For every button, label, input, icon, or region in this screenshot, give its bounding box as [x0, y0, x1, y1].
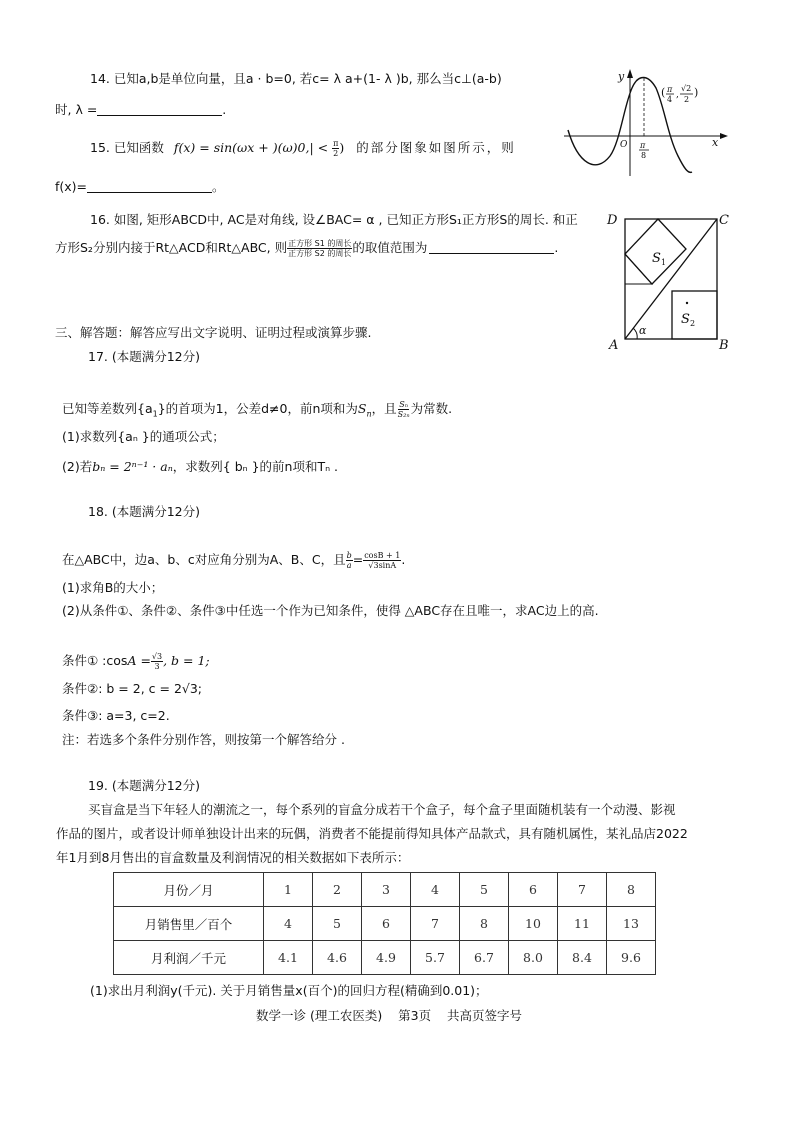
q18-cond1-eq: = [136, 653, 151, 668]
table-cell: 11 [558, 907, 607, 941]
table-cell: 8.4 [558, 941, 607, 975]
table-cell: 4.6 [313, 941, 362, 975]
q18-cond1-a: A [127, 653, 137, 668]
table-cell: 5 [460, 873, 509, 907]
q16-answer-blank[interactable] [429, 241, 554, 254]
label-s1-sub: 1 [661, 258, 667, 267]
label-alpha: α [639, 324, 647, 337]
q16-end: . [554, 240, 559, 255]
table-row-label: 月销售里／百个 [114, 907, 264, 941]
q15-close: ) [339, 140, 345, 155]
q16-line1: 16. 如图, 矩形ABCD中, AC是对角线, 设∠BAC= α , 已知正方形S₁正方形S的周长. 和正 [90, 212, 578, 227]
q16-line2 [55, 238, 558, 258]
q18-f1-num: b [346, 551, 352, 560]
q18-cond1 [62, 651, 210, 671]
table-row [114, 941, 656, 975]
q18-part1: (1)求角B的大小； [62, 580, 164, 595]
label-s2: S [681, 312, 690, 327]
q18-stem-prefix: 在△ABC中，边a、b、c对应角分别为A、B、C，且 [62, 552, 346, 567]
table-row-label: 月利润／千元 [114, 941, 264, 975]
q18-cond1-frac [151, 652, 163, 671]
q18-f1-den: a [346, 561, 352, 570]
q18-part2: (2)从条件①、条件②、条件③中任选一个作为已知条件，使得 △ABC存在且唯一，求AC边上的高. [62, 603, 599, 618]
label-b: B [719, 338, 729, 350]
q18-cond1-den: 3 [154, 662, 160, 671]
q18-f2-num: cosB + 1 [364, 551, 401, 560]
table-cell: 6 [362, 907, 411, 941]
table-cell: 1 [264, 873, 313, 907]
q17-sn-sub: n [366, 409, 372, 419]
sales-table-body [114, 873, 656, 975]
q17-stem-mid2: ，且 [371, 401, 397, 416]
q17-stem-suffix: 为常数. [410, 401, 453, 416]
q14-line1: 14. 已知a,b是单位向量，且a · b=0, 若c= λ a+(1- λ )b, 那么当c⊥(a-b) [90, 71, 502, 86]
graph-point-comma: , [676, 90, 679, 100]
q18-f2-den: √3sinA [368, 561, 397, 570]
table-cell: 7 [411, 907, 460, 941]
graph-x-arrow [720, 133, 728, 139]
s2-center-dot [686, 302, 688, 304]
graph-point-y-num: √2 [681, 84, 692, 93]
table-cell: 8 [607, 873, 656, 907]
q17-stem-mid: }的首项为1，公差d≠0，前n项和为 [157, 401, 358, 416]
table-cell: 10 [509, 907, 558, 941]
alpha-arc [633, 328, 637, 339]
page-footer: 数学一诊 (理工农医类) 第3页 共高页签字号 [256, 1008, 522, 1023]
section3-heading: 三、解答题：解答应写出文字说明、证明过程或演算步骤. [55, 325, 372, 340]
q18-cond2: 条件②: b = 2, c = 2√3; [62, 681, 203, 696]
q17-stem-prefix: 已知等差数列{a [62, 401, 153, 416]
table-row [114, 907, 656, 941]
q15-line2-prefix: f(x)= [55, 179, 88, 194]
q17-frac-num: Sₙ [399, 400, 408, 409]
graph-point-x-den: 4 [667, 95, 673, 104]
label-c: C [719, 213, 729, 228]
q16-frac-den: 正方形 S2 的周长 [288, 249, 352, 258]
table-row [114, 873, 656, 907]
q17-frac-den: S₂ₙ [397, 410, 410, 419]
q18-title: 18. (本题满分12分) [88, 504, 201, 519]
diagonal-ac [625, 219, 717, 339]
sales-table [113, 872, 656, 975]
q15-answer-blank[interactable] [87, 180, 212, 193]
q17-stem: 已知等差数列$\{a_1\}$的首项为1，公差d≠0，前n项和为$S_n$，且 $\frac{\text{Sₙ}}{\text{S₂ₙ}}$ 为常数. [62, 400, 453, 419]
q16-line2-prefix: 方形S₂分别内接于Rt△ACD和Rt△ABC, 则 [55, 240, 288, 255]
table-cell: 6 [509, 873, 558, 907]
q14-answer-blank[interactable] [97, 103, 222, 116]
graph-point-y-den: 2 [684, 95, 690, 104]
q16-frac-num: 正方形 S1 的周长 [288, 239, 352, 248]
graph-peak-x-den: 8 [641, 151, 647, 160]
label-d: D [607, 213, 618, 228]
graph-y-arrow [627, 69, 633, 78]
s1-corner-left [625, 254, 652, 284]
q18-cond1-num: √3 [151, 652, 163, 661]
q19-para2: 作品的图片，或者设计师单独设计出来的玩偶，消费者不能提前得知具体产品款式，具有随机属性，某礼品店2022 [56, 826, 688, 841]
q19-part1: (1)求出月利润y(千元). 关于月销售量x(百个)的回归方程(精确到0.01)； [90, 983, 488, 998]
graph-point-x-num: π [667, 85, 673, 94]
q17-title: 17. (本题满分12分) [88, 349, 201, 364]
table-cell: 13 [607, 907, 656, 941]
q15-suffix: 的部分图象如图所示，则 [356, 140, 516, 155]
q17-part2-prefix: (2)若 [62, 459, 93, 474]
table-cell: 2 [313, 873, 362, 907]
rectangle-figure [603, 210, 733, 350]
table-cell: 3 [362, 873, 411, 907]
graph-point-open: ( [661, 86, 666, 99]
q15-prefix: 15. 已知函数 [90, 140, 164, 155]
q18-frac2 [363, 551, 401, 570]
table-cell: 9.6 [607, 941, 656, 975]
table-cell: 8 [460, 907, 509, 941]
q15-line2 [55, 179, 225, 195]
q18-stem [62, 550, 405, 570]
q17-fraction [397, 400, 411, 419]
graph-x-label: x [712, 136, 719, 149]
graph-y-label: y [618, 70, 625, 83]
square-s2 [672, 291, 717, 339]
graph-peak-x-num: π [640, 141, 646, 150]
q15-line2-suffix: 。 [212, 179, 225, 194]
q18-cond1-suffix: , b = 1; [163, 653, 210, 668]
table-cell: 4.9 [362, 941, 411, 975]
q14-line2-prefix: 时, λ = [55, 102, 98, 117]
q15-pi-num: π [333, 139, 339, 148]
graph-origin-label: O [620, 140, 628, 150]
table-cell: 4.1 [264, 941, 313, 975]
label-s2-sub: 2 [690, 319, 696, 328]
q19-para3: 年1月到8月售出的盲盒数量及利润情况的相关数据如下表所示： [56, 850, 410, 865]
table-cell: 5.7 [411, 941, 460, 975]
sine-graph-figure [560, 66, 736, 178]
q17-part2 [62, 459, 338, 475]
q15-line1 [90, 139, 516, 158]
q15-pi-den: 2 [333, 149, 339, 158]
q16-line2-suffix: 的取值范围为 [352, 240, 428, 255]
table-row-label: 月份／月 [114, 873, 264, 907]
label-a: A [609, 338, 619, 350]
table-cell: 5 [313, 907, 362, 941]
q17-part2-suffix: ，求数列{ bₙ }的前n项和Tₙ . [172, 459, 339, 474]
label-s1: S [652, 251, 661, 266]
q18-cond3: 条件③: a=3, c=2. [62, 708, 170, 723]
q18-frac1 [346, 551, 353, 570]
q17-part1: (1)求数列{aₙ }的通项公式； [62, 429, 225, 444]
q18-cond1-prefix: 条件① :cos [62, 653, 128, 668]
table-cell: 6.7 [460, 941, 509, 975]
table-cell: 4 [264, 907, 313, 941]
q17-part2-formula: bₙ = 2ⁿ⁻¹ · aₙ [92, 459, 173, 474]
q16-perimeter-fraction [287, 239, 352, 258]
q19-title: 19. (本题满分12分) [88, 778, 201, 793]
q18-eq: = [352, 552, 364, 567]
q15-formula: f(x) = sin(ωx + )(ω)0,| < [173, 140, 329, 155]
q18-note: 注：若选多个条件分别作答，则按第一个解答给分 . [62, 732, 345, 747]
table-cell: 8.0 [509, 941, 558, 975]
q18-stem-suffix: . [401, 552, 406, 567]
graph-point-close: ) [694, 86, 699, 99]
q14-line2-suffix: . [222, 102, 227, 117]
table-cell: 4 [411, 873, 460, 907]
q17-sn: S [357, 401, 367, 416]
q14-line2 [55, 102, 226, 118]
q19-para1: 买盲盒是当下年轻人的潮流之一，每个系列的盲盒分成若干个盒子，每个盒子里面随机装有一个动漫、影视 [88, 802, 676, 817]
table-cell: 7 [558, 873, 607, 907]
